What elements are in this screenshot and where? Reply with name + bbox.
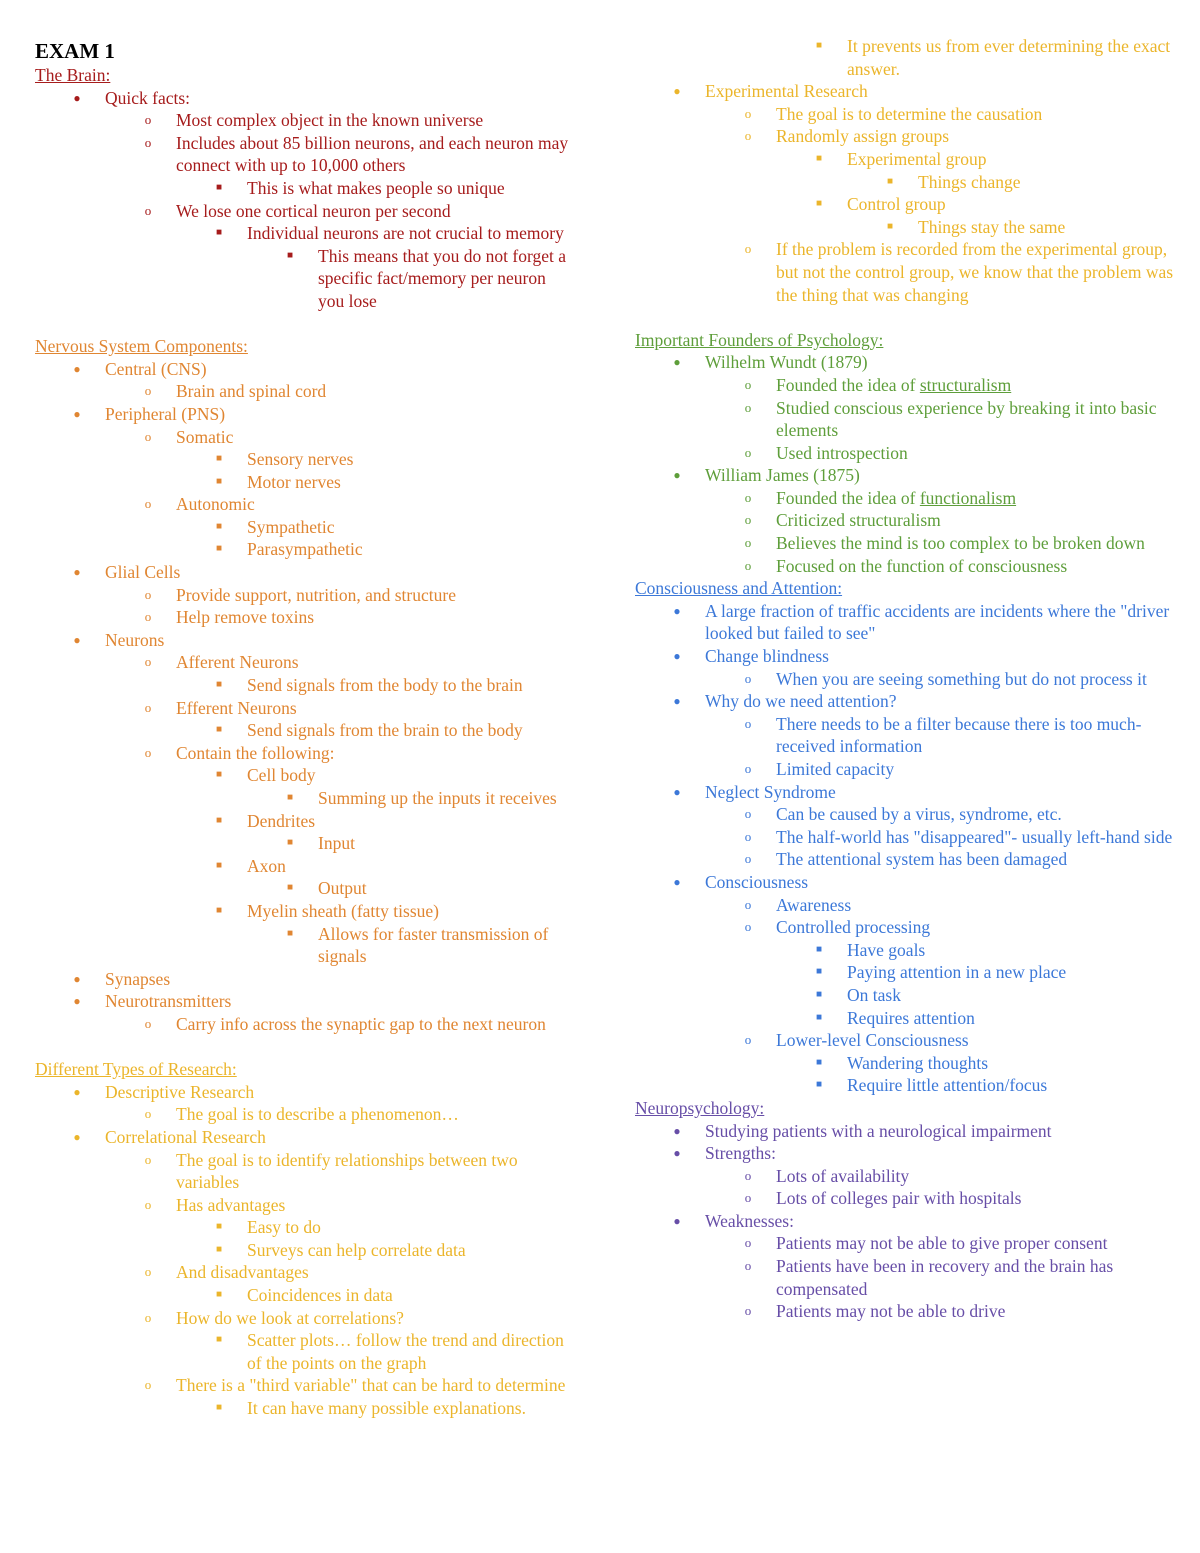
- list-item: ■ Output: [35, 877, 575, 900]
- list-item: ● Change blindness: [635, 645, 1175, 668]
- underlined-term: functionalism: [919, 487, 1017, 508]
- bullet-icon: ●: [73, 1084, 81, 1099]
- list-item: o Help remove toxins: [35, 606, 575, 629]
- list-item: ■ Control group: [635, 193, 1175, 216]
- list-item: o When you are seeing something but do not process it: [635, 668, 1175, 691]
- list-item: o Focused on the function of consciousness: [635, 555, 1175, 578]
- square-bullet-icon: ■: [215, 475, 223, 487]
- circle-bullet-icon: o: [744, 399, 752, 415]
- circle-bullet-icon: o: [744, 535, 752, 551]
- list-item: o Afferent Neurons: [35, 651, 575, 674]
- list-item: o Can be caused by a virus, syndrome, etc.: [635, 803, 1175, 826]
- section-nervous-system: [35, 335, 575, 1035]
- list-item: o Lower-level Consciousness: [635, 1029, 1175, 1052]
- circle-bullet-icon: o: [744, 444, 752, 460]
- list-item: o Studied conscious experience by breaking it into basic elements: [635, 397, 1175, 442]
- list-item: o Most complex object in the known universe: [35, 109, 575, 132]
- list-item: ■ Send signals from the brain to the body: [35, 719, 575, 742]
- list-item: ● Neurotransmitters: [35, 990, 575, 1013]
- list-item: o Somatic: [35, 426, 575, 449]
- section-research: [35, 1058, 575, 1420]
- square-bullet-icon: ■: [215, 227, 223, 239]
- circle-bullet-icon: o: [744, 1167, 752, 1183]
- bullet-icon: ●: [673, 874, 681, 889]
- list-item: ■ Coincidences in data: [35, 1284, 575, 1307]
- bullet-icon: ●: [673, 84, 681, 99]
- circle-bullet-icon: o: [144, 609, 152, 625]
- circle-bullet-icon: o: [144, 112, 152, 128]
- circle-bullet-icon: o: [144, 654, 152, 670]
- square-bullet-icon: ■: [815, 1079, 823, 1091]
- square-bullet-icon: ■: [215, 453, 223, 465]
- square-bullet-icon: ■: [215, 814, 223, 826]
- list-item: ■ Dendrites: [35, 810, 575, 833]
- square-bullet-icon: ■: [215, 769, 223, 781]
- list-item: ■ This is what makes people so unique: [35, 177, 575, 200]
- section-heading: Nervous System Components:: [35, 336, 248, 357]
- circle-bullet-icon: o: [744, 105, 752, 121]
- underlined-term: structuralism: [919, 374, 1012, 395]
- square-bullet-icon: ■: [215, 1334, 223, 1346]
- circle-bullet-icon: o: [744, 128, 752, 144]
- square-bullet-icon: ■: [286, 882, 294, 894]
- square-bullet-icon: ■: [815, 40, 823, 51]
- list-item: ● Neurons: [35, 629, 575, 652]
- list-item: o Founded the idea of functionalism: [635, 487, 1175, 510]
- list-item: o Autonomic: [35, 493, 575, 516]
- list-item: ● Weaknesses:: [635, 1210, 1175, 1233]
- bullet-icon: ●: [73, 1129, 81, 1144]
- list-item: o The goal is to determine the causation: [635, 103, 1175, 126]
- list-item: o Believes the mind is too complex to be broken down: [635, 532, 1175, 555]
- circle-bullet-icon: o: [744, 241, 752, 257]
- list-item: ■ Send signals from the body to the brain: [35, 674, 575, 697]
- bullet-icon: ●: [73, 971, 81, 986]
- document-title: EXAM 1: [35, 39, 115, 63]
- list-item: o There is a "third variable" that can be hard to determine: [35, 1374, 575, 1397]
- circle-bullet-icon: o: [744, 376, 752, 392]
- square-bullet-icon: ■: [286, 927, 294, 939]
- square-bullet-icon: ■: [815, 966, 823, 978]
- circle-bullet-icon: o: [744, 806, 752, 822]
- list-item: o Lots of colleges pair with hospitals: [635, 1187, 1175, 1210]
- circle-bullet-icon: o: [144, 1151, 152, 1167]
- square-bullet-icon: ■: [815, 1056, 823, 1068]
- circle-bullet-icon: o: [144, 428, 152, 444]
- right-column: [635, 0, 1175, 1323]
- list-item: o Provide support, nutrition, and structure: [35, 584, 575, 607]
- list-item: o The half-world has "disappeared"- usually left-hand side: [635, 826, 1175, 849]
- square-bullet-icon: ■: [215, 1243, 223, 1255]
- circle-bullet-icon: o: [144, 1377, 152, 1393]
- list-item: o Randomly assign groups: [635, 125, 1175, 148]
- square-bullet-icon: ■: [215, 181, 223, 193]
- circle-bullet-icon: o: [144, 586, 152, 602]
- circle-bullet-icon: o: [744, 919, 752, 935]
- list-item: ● Experimental Research: [635, 80, 1175, 103]
- section-founders: [635, 329, 1175, 578]
- section-heading: Important Founders of Psychology:: [635, 329, 884, 350]
- square-bullet-icon: ■: [215, 904, 223, 916]
- list-item: ● A large fraction of traffic accidents are incidents where the "driver looked but failed to see": [635, 600, 1175, 645]
- list-item: ■ Easy to do: [35, 1216, 575, 1239]
- section-heading: The Brain:: [35, 65, 111, 85]
- list-item: o Used introspection: [635, 442, 1175, 465]
- section-research-continued: [635, 35, 1175, 306]
- circle-bullet-icon: o: [144, 134, 152, 150]
- list-item: o Contain the following:: [35, 742, 575, 765]
- square-bullet-icon: ■: [215, 543, 223, 555]
- bullet-icon: ●: [73, 406, 81, 421]
- list-item: ■ Surveys can help correlate data: [35, 1239, 575, 1262]
- bullet-icon: ●: [73, 565, 81, 580]
- bullet-icon: ●: [673, 468, 681, 483]
- list-item: ● Descriptive Research: [35, 1081, 575, 1104]
- list-item: o Patients may not be able to give proper consent: [635, 1232, 1175, 1255]
- circle-bullet-icon: o: [144, 744, 152, 760]
- list-item: ● Strengths:: [635, 1142, 1175, 1165]
- list-item: ■ Sympathetic: [35, 516, 575, 539]
- list-item: ● William James (1875): [635, 464, 1175, 487]
- list-item: ● Correlational Research: [35, 1126, 575, 1149]
- bullet-icon: ●: [673, 355, 681, 370]
- list-item: ■ Cell body: [35, 764, 575, 787]
- list-item: ■ Allows for faster transmission of signals: [35, 923, 575, 968]
- list-item: ■ Requires attention: [635, 1007, 1175, 1030]
- section-heading: Consciousness and Attention:: [635, 578, 843, 599]
- list-item: ■ Motor nerves: [35, 471, 575, 494]
- square-bullet-icon: ■: [215, 520, 223, 532]
- list-item: ■ Input: [35, 832, 575, 855]
- list-item: o If the problem is recorded from the experimental group, but not the control group, we know that the problem was the thing that was changing: [635, 238, 1175, 306]
- list-item: o Has advantages: [35, 1194, 575, 1217]
- circle-bullet-icon: o: [144, 496, 152, 512]
- square-bullet-icon: ■: [215, 1221, 223, 1233]
- list-item: ● Quick facts:: [35, 87, 575, 110]
- circle-bullet-icon: o: [744, 851, 752, 867]
- list-item: o Limited capacity: [635, 758, 1175, 781]
- bullet-icon: ●: [673, 603, 681, 618]
- square-bullet-icon: ■: [215, 724, 223, 736]
- bullet-icon: ●: [673, 1123, 681, 1138]
- list-item: ■ Wandering thoughts: [635, 1052, 1175, 1075]
- list-item: ● Studying patients with a neurological impairment: [635, 1120, 1175, 1143]
- list-item: ■ Parasympathetic: [35, 538, 575, 561]
- list-item: ■ Things stay the same: [635, 216, 1175, 239]
- list-item: ■ Experimental group: [635, 148, 1175, 171]
- list-item: ■ Things change: [635, 171, 1175, 194]
- list-item: ● Consciousness: [635, 871, 1175, 894]
- list-item: ● Neglect Syndrome: [635, 781, 1175, 804]
- square-bullet-icon: ■: [815, 152, 823, 164]
- square-bullet-icon: ■: [886, 220, 894, 232]
- section-heading: Neuropsychology:: [635, 1097, 765, 1118]
- circle-bullet-icon: o: [744, 670, 752, 686]
- circle-bullet-icon: o: [744, 1032, 752, 1048]
- square-bullet-icon: ■: [815, 943, 823, 955]
- list-item: o The goal is to identify relationships between two variables: [35, 1149, 575, 1194]
- circle-bullet-icon: o: [744, 1303, 752, 1319]
- circle-bullet-icon: o: [744, 761, 752, 776]
- list-item: o Criticized structuralism: [635, 509, 1175, 532]
- bullet-icon: ●: [673, 784, 681, 799]
- list-item: ■ This means that you do not forget a specific fact/memory per neuron you lose: [35, 245, 575, 313]
- list-item: ■ Myelin sheath (fatty tissue): [35, 900, 575, 923]
- circle-bullet-icon: o: [144, 1264, 152, 1280]
- bullet-icon: ●: [73, 994, 81, 1009]
- bullet-icon: ●: [673, 694, 681, 709]
- list-item: o Includes about 85 billion neurons, and each neuron may connect with up to 10,000 others: [35, 132, 575, 177]
- list-item: ■ Sensory nerves: [35, 448, 575, 471]
- circle-bullet-icon: o: [744, 1258, 752, 1274]
- list-item: ■ It can have many possible explanations.: [35, 1397, 575, 1420]
- square-bullet-icon: ■: [815, 988, 823, 1000]
- list-item: ■ Axon: [35, 855, 575, 878]
- list-item: ● Central (CNS): [35, 358, 575, 381]
- list-item: ■ Require little attention/focus: [635, 1074, 1175, 1097]
- bullet-icon: ●: [73, 632, 81, 647]
- circle-bullet-icon: o: [744, 896, 752, 912]
- circle-bullet-icon: o: [744, 828, 752, 844]
- square-bullet-icon: ■: [215, 679, 223, 691]
- square-bullet-icon: ■: [215, 1402, 223, 1414]
- circle-bullet-icon: o: [144, 1309, 152, 1325]
- list-item: ● Peripheral (PNS): [35, 403, 575, 426]
- list-item: o And disadvantages: [35, 1261, 575, 1284]
- square-bullet-icon: ■: [886, 175, 894, 187]
- bullet-icon: ●: [673, 649, 681, 664]
- list-item: o How do we look at correlations?: [35, 1307, 575, 1330]
- circle-bullet-icon: o: [744, 1235, 752, 1251]
- list-item: o The goal is to describe a phenomenon…: [35, 1103, 575, 1126]
- list-item: ● Synapses: [35, 968, 575, 991]
- square-bullet-icon: ■: [815, 198, 823, 210]
- list-item: o The attentional system has been damaged: [635, 848, 1175, 871]
- list-item: ■ Summing up the inputs it receives: [35, 787, 575, 810]
- square-bullet-icon: ■: [815, 1011, 823, 1023]
- list-item: o Efferent Neurons: [35, 697, 575, 720]
- circle-bullet-icon: o: [744, 512, 752, 528]
- list-item: ■ It prevents us from ever determining the exact answer.: [635, 35, 1175, 80]
- circle-bullet-icon: o: [144, 699, 152, 715]
- list-item: o Patients may not be able to drive: [635, 1300, 1175, 1323]
- list-item: ■ Paying attention in a new place: [635, 961, 1175, 984]
- list-item: o Lots of availability: [635, 1165, 1175, 1188]
- square-bullet-icon: ■: [215, 1289, 223, 1301]
- bullet-icon: ●: [673, 1146, 681, 1161]
- square-bullet-icon: ■: [286, 249, 294, 261]
- circle-bullet-icon: o: [144, 1196, 152, 1212]
- square-bullet-icon: ■: [215, 859, 223, 871]
- list-item: o There needs to be a filter because there is too much-received information: [635, 713, 1175, 758]
- bullet-icon: ●: [73, 90, 81, 105]
- circle-bullet-icon: o: [744, 1190, 752, 1206]
- circle-bullet-icon: o: [744, 715, 752, 731]
- list-item: ● Glial Cells: [35, 561, 575, 584]
- circle-bullet-icon: o: [144, 1015, 152, 1031]
- list-item: ■ Individual neurons are not crucial to memory: [35, 222, 575, 245]
- list-item: o We lose one cortical neuron per second: [35, 200, 575, 223]
- section-brain: [35, 64, 575, 313]
- bullet-icon: ●: [73, 361, 81, 376]
- circle-bullet-icon: o: [144, 383, 152, 399]
- list-item: ● Wilhelm Wundt (1879): [635, 351, 1175, 374]
- square-bullet-icon: ■: [286, 792, 294, 803]
- section-heading: Different Types of Research:: [35, 1059, 237, 1080]
- circle-bullet-icon: o: [144, 202, 152, 218]
- list-item: ● Why do we need attention?: [635, 690, 1175, 713]
- section-consciousness: [635, 577, 1175, 1097]
- list-item: ■ Scatter plots… follow the trend and direction of the points on the graph: [35, 1329, 575, 1374]
- list-item: o Brain and spinal cord: [35, 380, 575, 403]
- section-neuropsychology: [635, 1097, 1175, 1323]
- square-bullet-icon: ■: [286, 837, 294, 849]
- bullet-icon: ●: [673, 1213, 681, 1228]
- list-item: o Controlled processing: [635, 916, 1175, 939]
- list-item: ■ On task: [635, 984, 1175, 1007]
- circle-bullet-icon: o: [744, 557, 752, 573]
- left-column: [35, 0, 575, 1420]
- list-item: o Founded the idea of structuralism: [635, 374, 1175, 397]
- list-item: o Carry info across the synaptic gap to the next neuron: [35, 1013, 575, 1036]
- circle-bullet-icon: o: [744, 489, 752, 505]
- list-item: ■ Have goals: [635, 939, 1175, 962]
- list-item: o Awareness: [635, 894, 1175, 917]
- list-item: o Patients have been in recovery and the brain has compensated: [635, 1255, 1175, 1300]
- circle-bullet-icon: o: [144, 1106, 152, 1122]
